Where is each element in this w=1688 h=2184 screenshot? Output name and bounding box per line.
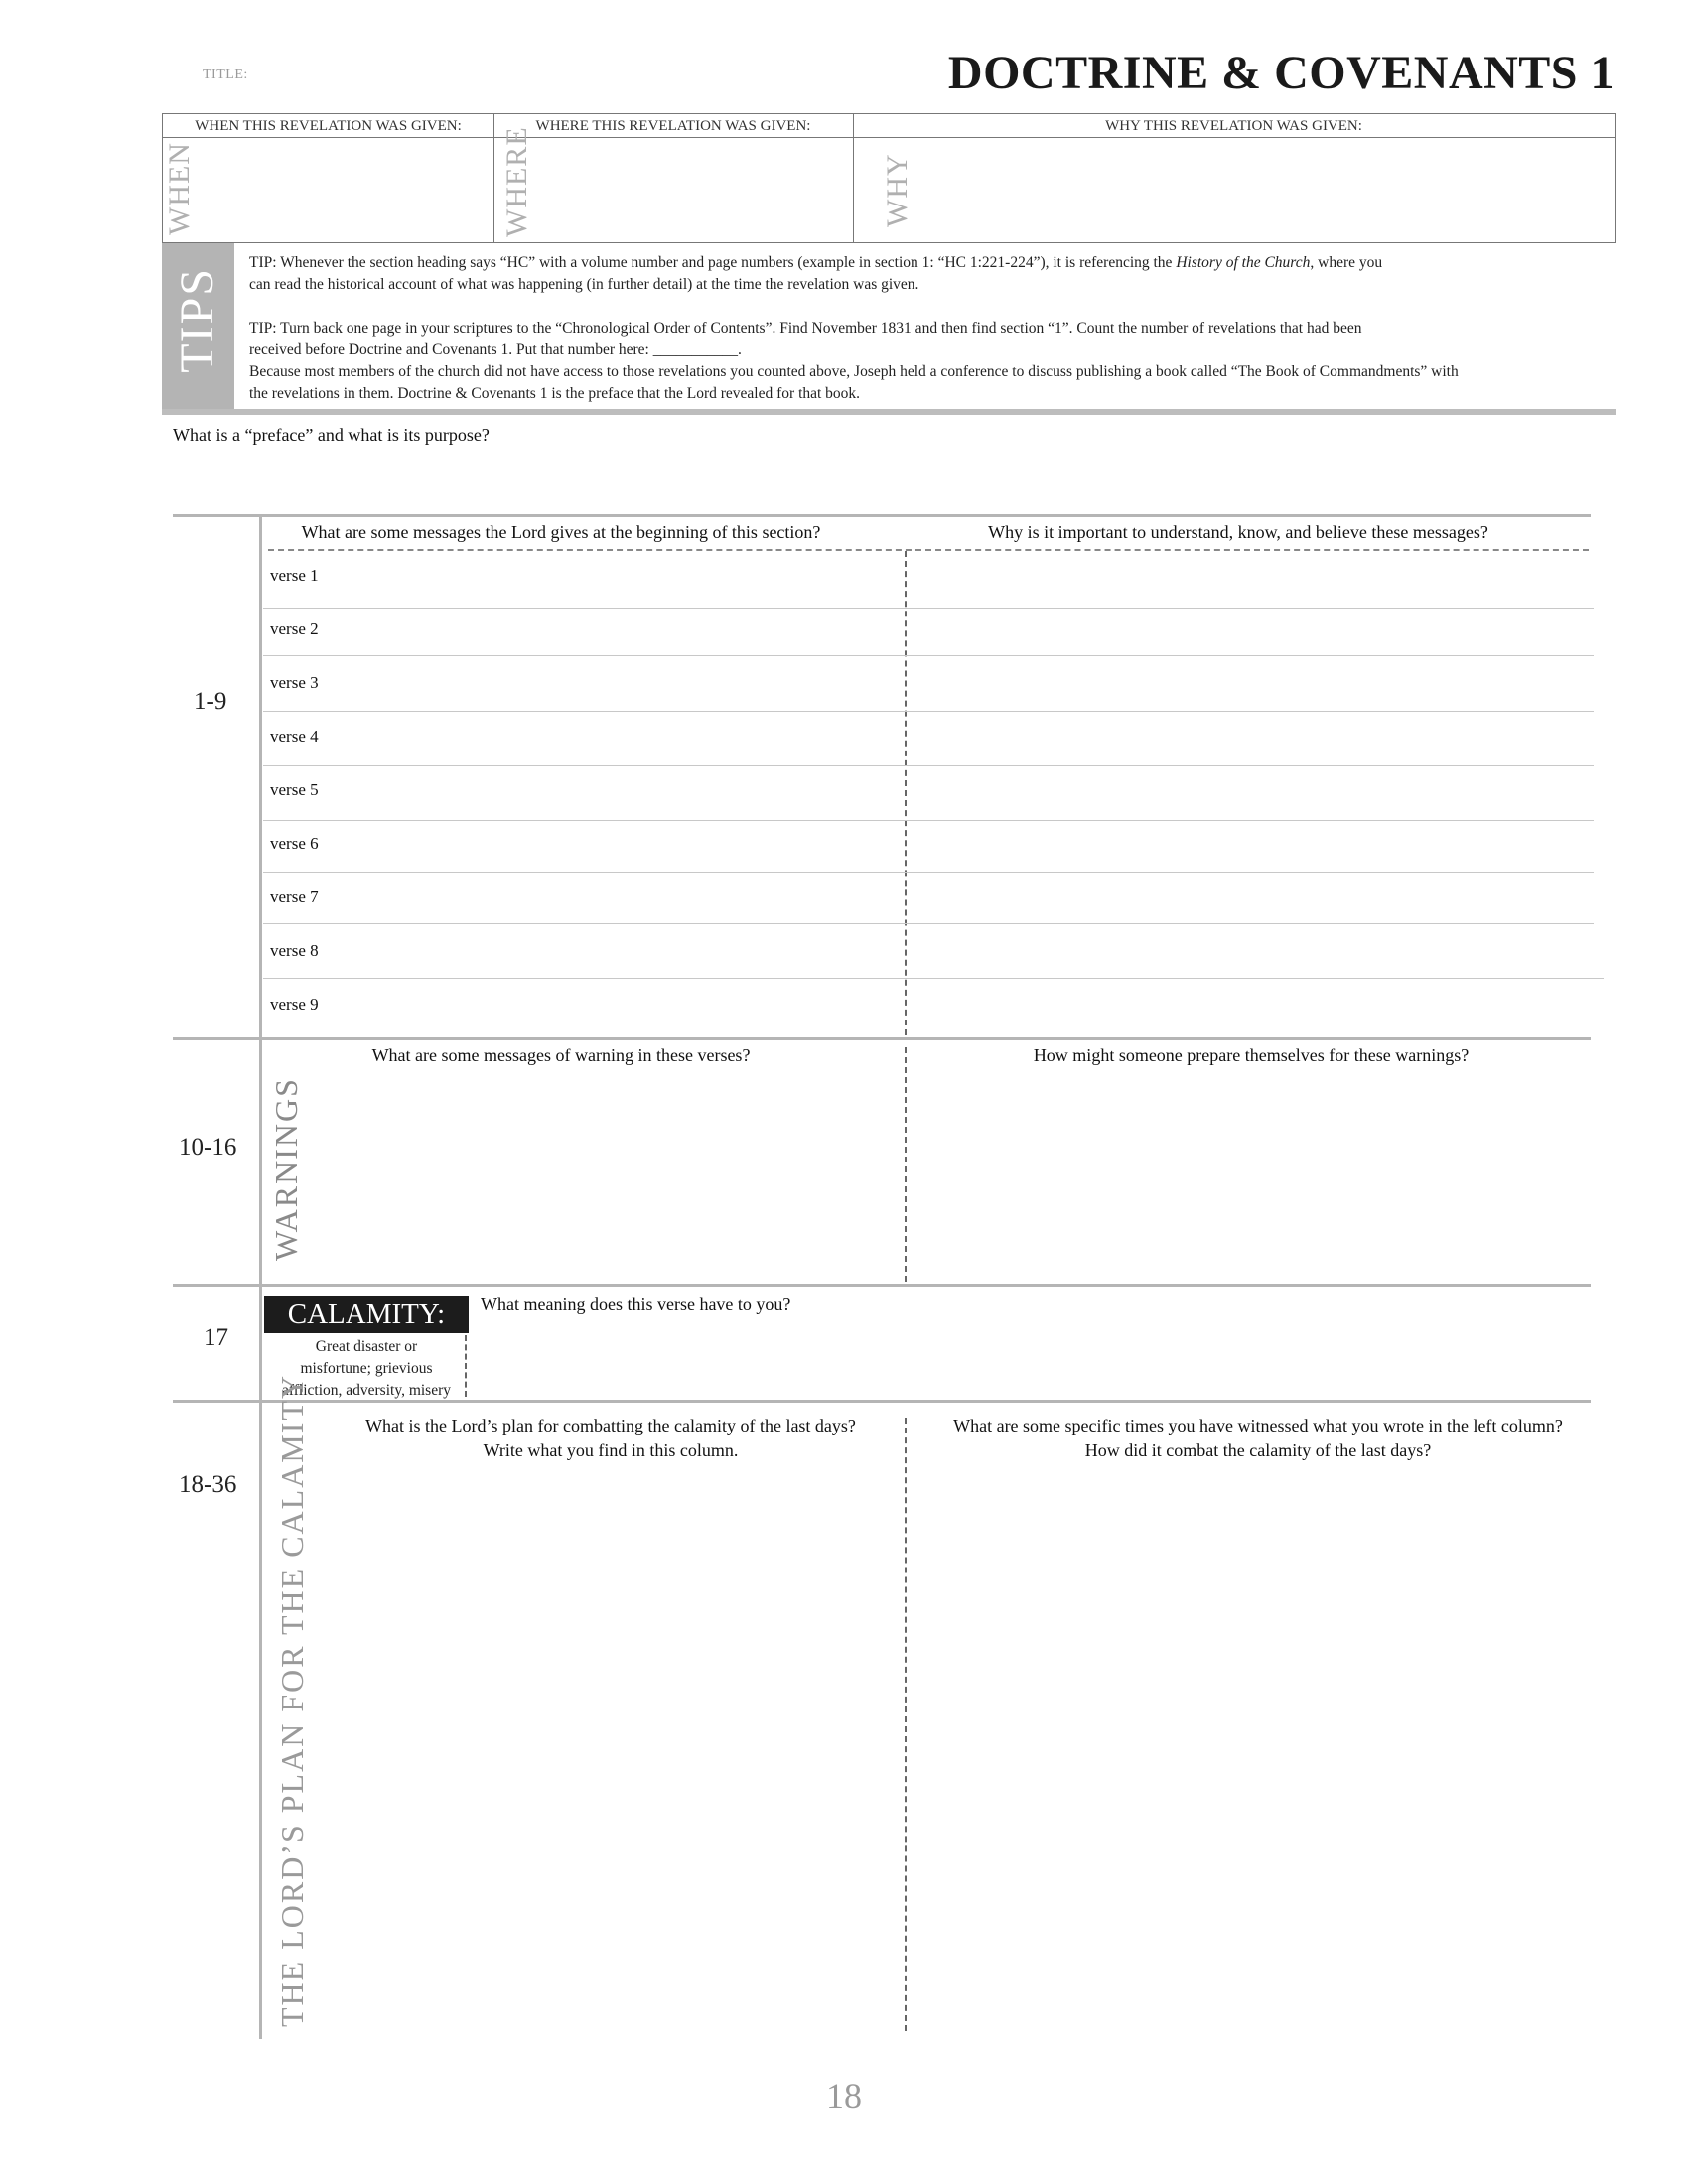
tips-banner xyxy=(162,243,234,412)
tip2-explanation: Because most members of the church did not have access to those revelations you counted above, Joseph held a conference to discuss publishing a book called “The Book of Commandments” with xyxy=(249,363,1459,380)
verse-label: verse 1 xyxy=(270,566,319,585)
where-label: WHERE xyxy=(500,126,533,237)
tip2-explanation-end: the revelations in them. Doctrine & Covenants 1 is the preface that the Lord revealed for that book. xyxy=(249,385,861,402)
verse-label: verse 6 xyxy=(270,834,319,853)
verse-label: verse 8 xyxy=(270,941,319,960)
tip2-count-prompt: received before Doctrine and Covenants 1. Put that number here: ___________. xyxy=(249,341,742,358)
when-field[interactable] xyxy=(203,140,491,242)
verse-label: verse 7 xyxy=(270,887,319,906)
row-line xyxy=(263,711,1594,712)
column-divider xyxy=(905,1047,907,1282)
header-line: Write what you find in this column. xyxy=(483,1440,739,1460)
verse-label: verse 9 xyxy=(270,995,319,1014)
column-divider xyxy=(905,1418,907,2031)
row-line xyxy=(263,820,1594,821)
where-header: WHERE THIS REVELATION WAS GIVEN: xyxy=(493,114,853,138)
verse-range-1-9: 1-9 xyxy=(194,688,227,715)
preface-question: What is a “preface” and what is its purpose? xyxy=(173,425,490,445)
grid-line xyxy=(259,514,262,2039)
importance-header: Why is it important to understand, know, and believe these messages? xyxy=(988,522,1488,542)
calamity-divider xyxy=(465,1335,467,1397)
verse-range-17: 17 xyxy=(204,1324,228,1351)
history-of-church-title: History of the Church xyxy=(1176,254,1311,271)
row-line xyxy=(263,978,1604,979)
why-label: WHY xyxy=(881,153,914,227)
header-line: What are some specific times you have witnessed what you wrote in the left column? xyxy=(953,1416,1563,1435)
tip1-text-line2: can read the historical account of what was happening (in further detail) at the time the revelation was given. xyxy=(249,276,919,293)
header-line: How did it combat the calamity of the last days? xyxy=(1084,1440,1432,1460)
column-divider xyxy=(905,551,907,1035)
definition-line: affliction, adversity, misery xyxy=(281,1382,452,1399)
grid-line xyxy=(173,514,1591,517)
tips-text xyxy=(249,252,1619,405)
header-line: What is the Lord’s plan for combatting the calamity of the last days? xyxy=(365,1416,856,1435)
row-line xyxy=(263,923,1594,924)
column-divider xyxy=(493,114,494,242)
column-divider xyxy=(853,114,854,242)
verse-label: verse 2 xyxy=(270,619,319,638)
grid-line xyxy=(173,1037,1591,1040)
verse-label: verse 4 xyxy=(270,727,319,746)
row-line xyxy=(263,872,1594,873)
why-field[interactable] xyxy=(919,140,1613,242)
row-line xyxy=(263,608,1594,609)
page-number: 18 xyxy=(826,2076,862,2116)
where-field[interactable] xyxy=(540,140,850,242)
tips-label: TIPS xyxy=(171,267,223,373)
verse-label: verse 3 xyxy=(270,673,319,692)
revelation-context-table xyxy=(162,113,1616,243)
tip1-text-end: , where you xyxy=(1310,254,1383,271)
verse-17-question: What meaning does this verse have to you? xyxy=(481,1295,791,1314)
tip2-text: TIP: Turn back one page in your scriptures to the “Chronological Order of Contents”. Find November 1831 and then find section “1”. Count the number of revelations that had been xyxy=(249,320,1362,337)
row-line xyxy=(263,655,1594,656)
title-label: TITLE: xyxy=(203,68,248,82)
header-divider xyxy=(268,549,1589,551)
when-header: WHEN THIS REVELATION WAS GIVEN: xyxy=(163,114,493,138)
lords-plan-header xyxy=(328,1414,894,1463)
witness-header xyxy=(915,1414,1601,1463)
verse-range-18-36: 18-36 xyxy=(179,1471,237,1498)
calamity-term: CALAMITY: xyxy=(264,1296,469,1333)
definition-line: Great disaster or xyxy=(315,1338,418,1355)
warnings-label: WARNINGS xyxy=(268,1077,304,1261)
when-label: WHEN xyxy=(163,142,196,235)
row-line xyxy=(263,765,1594,766)
tips-divider xyxy=(162,409,1616,415)
messages-header: What are some messages the Lord gives at the beginning of this section? xyxy=(301,522,821,542)
page-title: DOCTRINE & COVENANTS 1 xyxy=(947,47,1615,99)
lords-plan-label: THE LORD’S PLAN FOR THE CALAMITY xyxy=(274,1373,310,2027)
warnings-header: What are some messages of warning in these verses? xyxy=(371,1045,751,1065)
verse-label: verse 5 xyxy=(270,780,319,799)
verse-range-10-16: 10-16 xyxy=(179,1134,237,1160)
preparation-header: How might someone prepare themselves for these warnings? xyxy=(1033,1045,1470,1065)
why-header: WHY THIS REVELATION WAS GIVEN: xyxy=(853,114,1615,138)
grid-line xyxy=(173,1284,1591,1287)
tip1-text: TIP: Whenever the section heading says “HC” with a volume number and page numbers (example in section 1: “HC 1:221-224”), it is referencing the xyxy=(249,254,1177,271)
definition-line: misfortune; grievious xyxy=(300,1360,433,1377)
